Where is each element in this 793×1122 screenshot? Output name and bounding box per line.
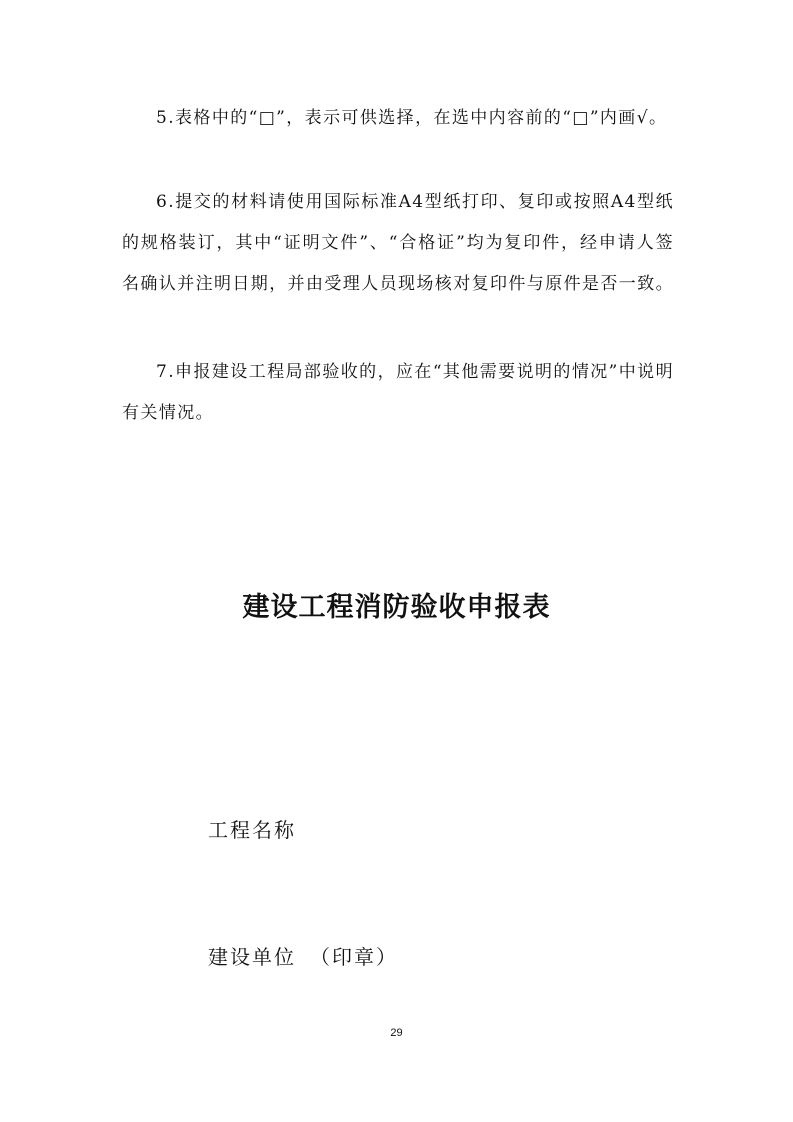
instruction-item-6 (122, 182, 674, 305)
instruction-text: 7.申报建设工程局部验收的，应在“其他需要说明的情况”中说明有关情况。 (122, 362, 674, 423)
construction-unit-field (208, 941, 398, 970)
seal-label: （印章） (310, 945, 398, 969)
form-title: 建设工程消防验收申报表 (242, 592, 551, 623)
instruction-item-5 (122, 98, 674, 139)
instruction-item-7 (122, 352, 674, 434)
project-name-label: 工程名称 (208, 818, 296, 842)
page-number: 29 (390, 1027, 403, 1039)
construction-unit-label: 建设单位 (208, 945, 296, 969)
instruction-text: 5.表格中的“□”，表示可供选择，在选中内容前的“□”内画√。 (156, 108, 668, 128)
project-name-field (208, 814, 296, 843)
instruction-text: 6.提交的材料请使用国际标准A4型纸打印、复印或按照A4型纸的规格装订，其中“证明文件”、“合格证”均为复印件，经申请人签名确认并注明日期，并由受理人员现场核对复印件与原件是否一致。 (122, 192, 674, 294)
